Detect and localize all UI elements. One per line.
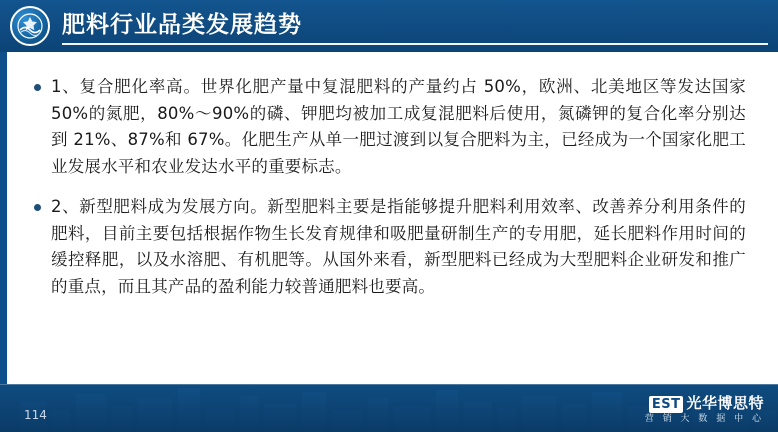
slide-footer xyxy=(0,384,778,432)
page-title: 肥料行业品类发展趋势 xyxy=(62,12,302,38)
bullet-dot-icon xyxy=(34,204,41,211)
slide-title-bar xyxy=(0,0,778,52)
left-accent-rail xyxy=(0,0,7,432)
brand-tagline: 营 销 大 数 据 中 心 xyxy=(644,414,764,424)
list-item xyxy=(34,194,746,301)
bullet-dot-icon xyxy=(34,84,41,91)
list-item xyxy=(34,74,746,181)
footer-divider xyxy=(0,384,778,385)
company-logo-icon xyxy=(10,6,50,46)
brand-logo xyxy=(645,395,764,426)
page-number: 114 xyxy=(24,408,47,422)
slide-body xyxy=(34,74,746,314)
brand-name: 光华博思特 xyxy=(686,394,764,412)
brand-name-line xyxy=(645,395,764,413)
title-underline xyxy=(62,43,768,45)
bullet-text: 1、复合肥化率高。世界化肥产量中复混肥料的产量约占 50%，欧洲、北美地区等发达国家 50%的氮肥，80%～90%的磷、钾肥均被加工成复混肥料后使用，氮磷钾的复合化率分别达到 21%、87%和 67%。化肥生产从单一肥过渡到以复合肥料为主，已经成为一个国家化肥工业发展水平和农业发达水平的重要标志。 xyxy=(51,77,746,177)
bullet-text: 2、新型肥料成为发展方向。新型肥料主要是指能够提升肥料利用效率、改善养分利用条件的肥料，目前主要包括根据作物生长发育规律和吸肥量研制生产的专用肥，延长肥料作用时间的缓控释肥，以及水溶肥、有机肥等。从国外来看，新型肥料已经成为大型肥料企业研发和推广的重点，而且其产品的盈利能力较普通肥料也要高。 xyxy=(51,196,746,297)
brand-mark: EST xyxy=(649,396,684,413)
